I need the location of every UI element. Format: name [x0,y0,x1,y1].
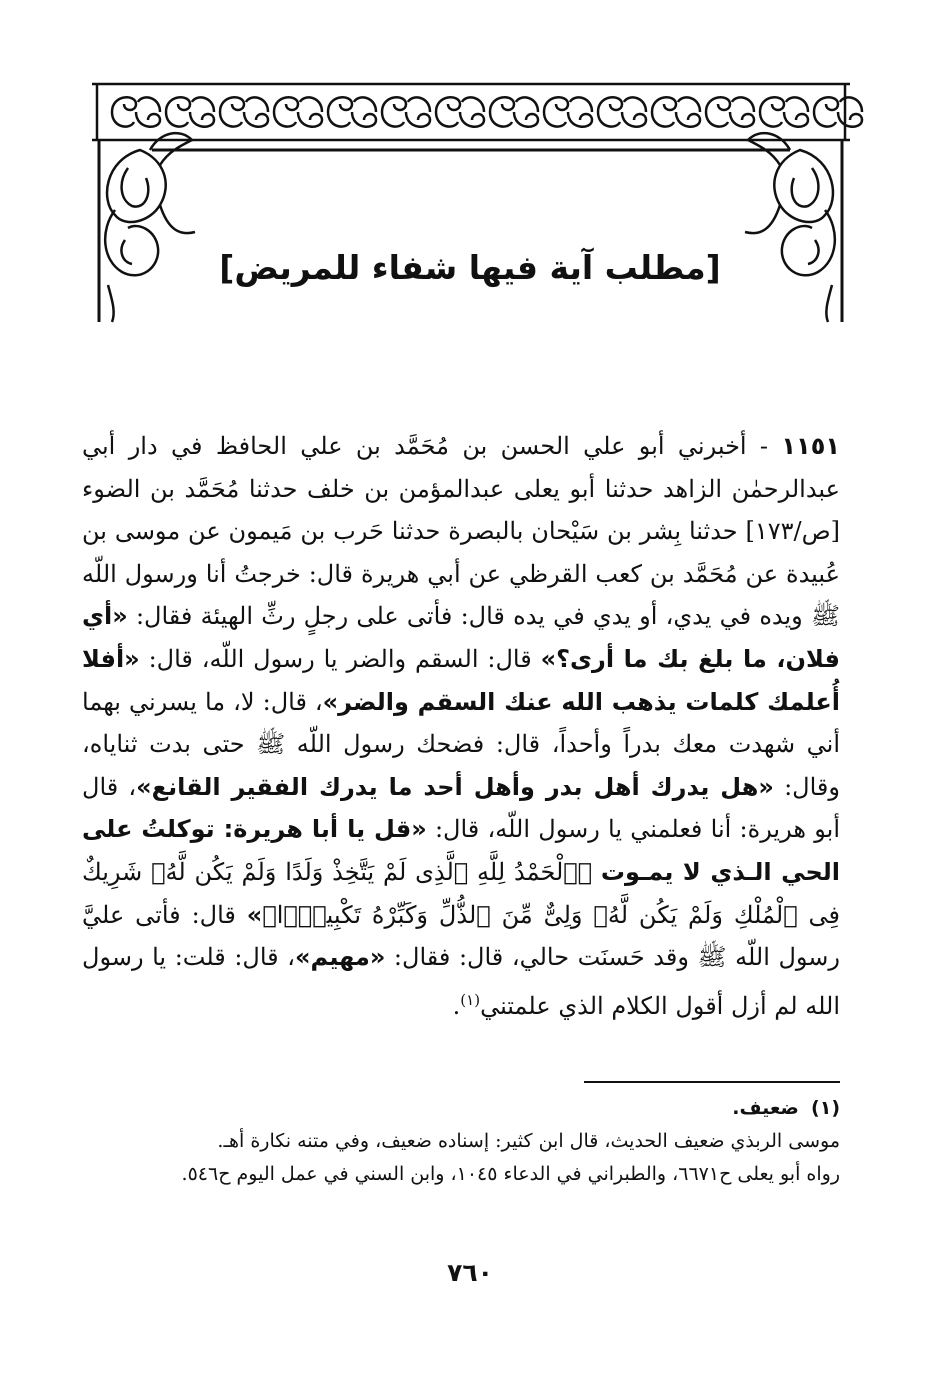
hadith-text-part: قال: السقم والضر يا رسول اللّه، قال: [148,644,532,673]
hadith-number: ١١٥١ [781,432,840,460]
quran-verse: ﴿ٱلْحَمْدُ لِلَّهِ ٱلَّذِى لَمْ يَتَّخِذْ وَلَدًا وَلَمْ يَكُن لَّهُۥ شَرِيكٌ فِى ٱلْمُلْكِ وَلَمْ يَكُن لَّهُۥ وَلِىٌّ مِّنَ ٱلذُّلِّ وَكَبِّرْهُ تَكْبِيرًۢا﴾ [82,857,840,929]
prophet-quote: «قل يا أبا هريرة: توكلتُ على الحي الـذي لا يمـوت [82,815,840,886]
footnote-separator [584,1081,840,1083]
hadith-text-part: ، قال: قلت: يا رسول الله لم أزل أقول الكلام الذي علمتني [82,943,840,1020]
prophet-quote: «مهيم» [295,943,386,972]
hadith-text-part: ، قال أبو هريرة: أنا فعلمني يا رسول اللّه، قال: [82,772,840,844]
hadith-text [82,425,840,1027]
ornamental-header-frame [0,0,940,380]
footnote-line: موسى الربذي ضعيف الحديث، قال ابن كثير: إسناده ضعيف، وفي متنه نكارة أهـ. [217,1130,840,1152]
hadith-end: . [452,991,461,1020]
prophet-quote: «أفلا أُعلمك كلمات يذهب الله عنك السقم والضر» [82,644,840,716]
section-title: [مطلب آية فيها شفاء للمريض] [219,248,721,287]
chain-ornament [112,97,862,126]
footnote-heading [82,1092,840,1125]
footnote [82,1092,840,1191]
hadith-text-part: قال: فأتى عليَّ رسول اللّه ﷺ وقد حَسنَت حالي، قال: فقال: [82,900,841,972]
prophet-quote: «أي فلان، ما بلغ بك ما أرى؟» [82,602,840,673]
page-number: ٧٦٠ [447,1258,493,1287]
prophet-quote: «هل يدرك أهل بدر وأهل أحد ما يدرك الفقير القانع» [136,772,774,801]
footnote-marker: (١) [811,1097,840,1119]
quote-close: » [246,900,263,929]
footnote-line: رواه أبو يعلى ح٦٦٧١، والطبراني في الدعاء ١٠٤٥، وابن السني في عمل اليوم ح٥٤٦. [181,1163,840,1185]
footnote-reference: (١) [460,990,481,1009]
hadith-text-part: ، قال: لا، ما يسرني بهما أني شهدت معك بدراً وأحداً، قال: فضحك رسول اللّه ﷺ حتى بدت ثناياه، وقال: [82,687,840,801]
hadith-chain: - أخبرني أبو علي الحسن بن مُحَمَّد بن علي الحافظ في دار أبي عبدالرحمٰن الزاهد حدثنا أبو يعلى عبدالمؤمن بن خلف حدثنا مُحَمَّد بن الضوء [ص/١٧٣] حدثنا بِشر بن سَيْحان بالبصرة حدثنا حَرب بن مَيمون عن موسى بن عُبيدة عن مُحَمَّد بن كعب القرظي عن أبي هريرة قال: خرجتُ أنا ورسول اللّه ﷺ ويده في يدي، أو يدي في يده قال: فأتى على رجلٍ رثِّ الهيئة فقال: [82,432,840,631]
footnote-verdict: ضعيف. [732,1097,799,1119]
